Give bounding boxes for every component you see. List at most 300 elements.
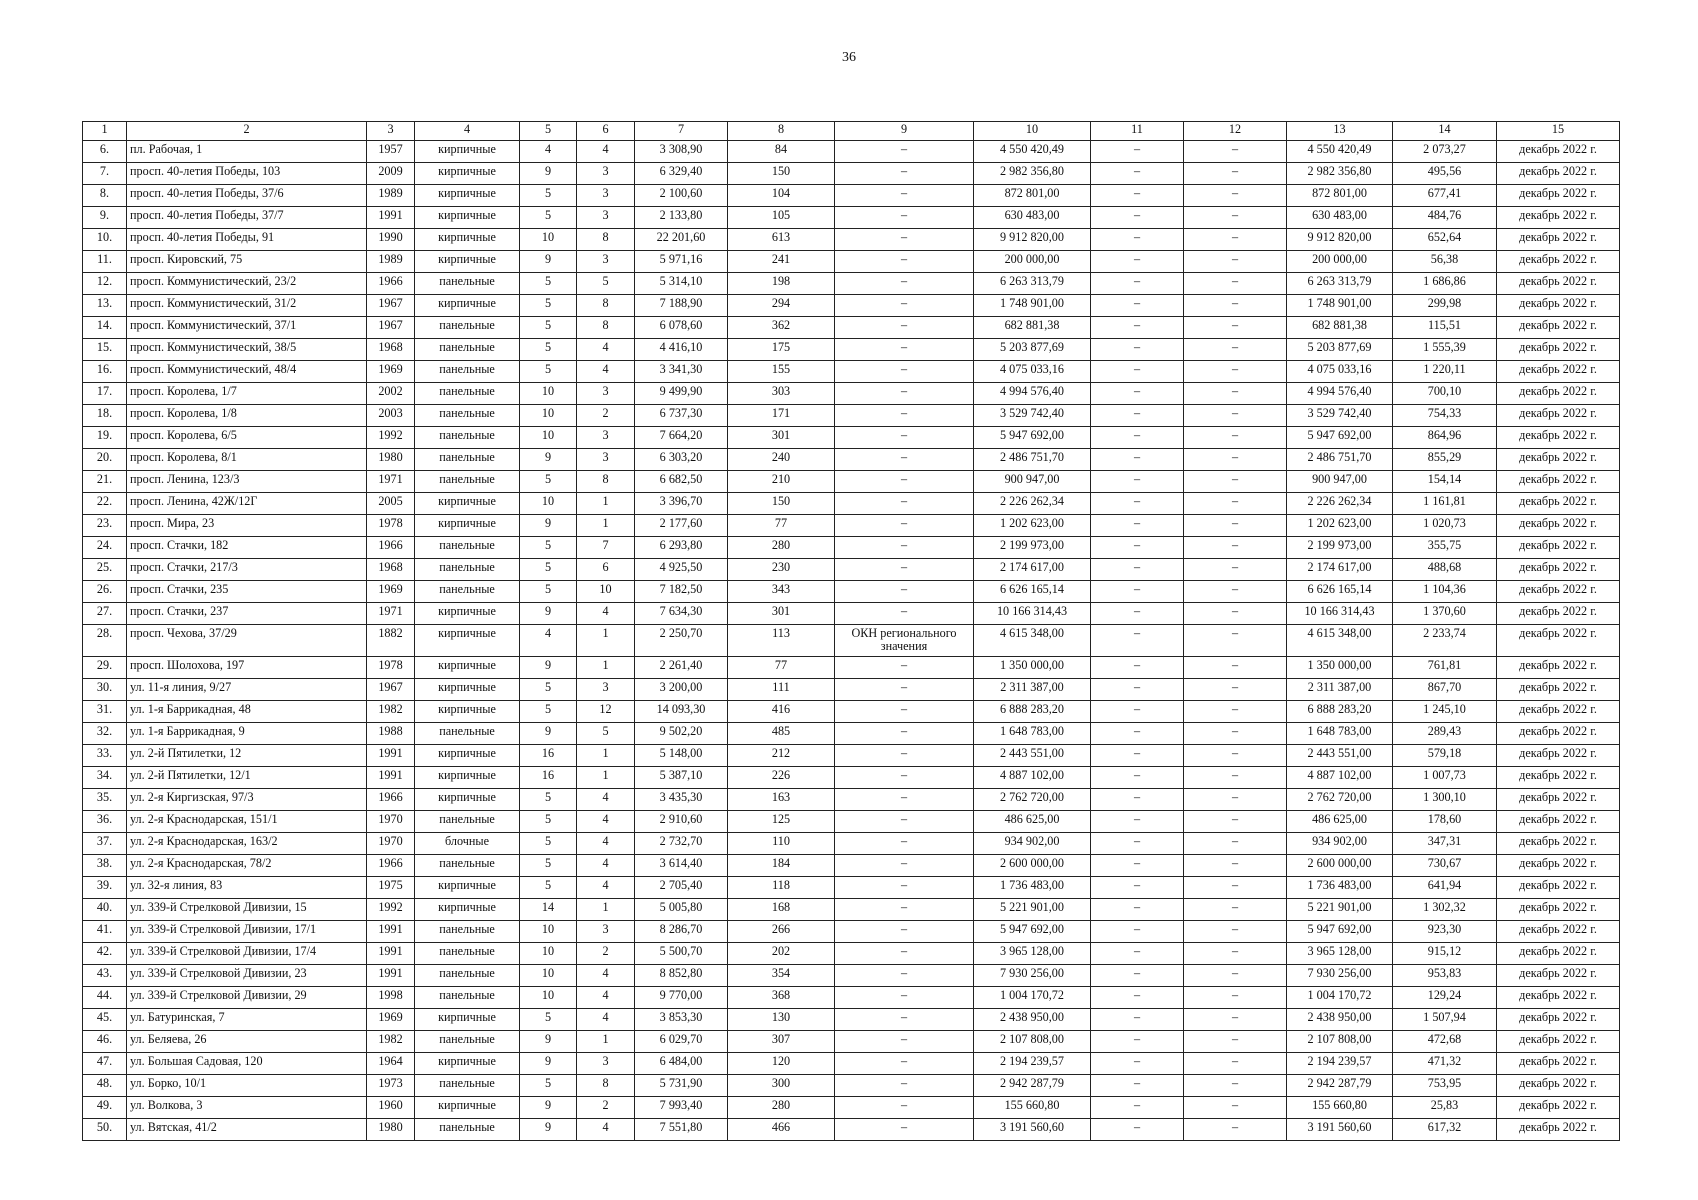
table-cell: – xyxy=(1091,383,1184,405)
table-cell: 6. xyxy=(83,141,127,163)
table-cell: – xyxy=(835,833,974,855)
table-cell: – xyxy=(1184,921,1287,943)
table-cell: 18. xyxy=(83,405,127,427)
table-cell: 3 xyxy=(577,921,635,943)
table-cell: декабрь 2022 г. xyxy=(1497,339,1620,361)
table-cell: панельные xyxy=(415,811,520,833)
table-cell: 1969 xyxy=(367,1009,415,1031)
table-cell: 6 329,40 xyxy=(635,163,728,185)
table-cell: – xyxy=(1091,581,1184,603)
table-cell: 8 xyxy=(577,471,635,493)
table-cell: 4 075 033,16 xyxy=(1287,361,1393,383)
table-row xyxy=(83,1031,1620,1053)
table-cell: декабрь 2022 г. xyxy=(1497,789,1620,811)
table-cell: 5 314,10 xyxy=(635,273,728,295)
table-row xyxy=(83,339,1620,361)
table-row xyxy=(83,251,1620,273)
table-cell: кирпичные xyxy=(415,207,520,229)
table-cell: 28. xyxy=(83,625,127,657)
table-cell: панельные xyxy=(415,405,520,427)
table-cell: просп. Мира, 23 xyxy=(127,515,367,537)
column-header: 4 xyxy=(415,122,520,141)
table-cell: 900 947,00 xyxy=(974,471,1091,493)
table-cell: 1 xyxy=(577,767,635,789)
table-cell: 6 078,60 xyxy=(635,317,728,339)
table-cell: 3 965 128,00 xyxy=(1287,943,1393,965)
table-cell: 2 199 973,00 xyxy=(1287,537,1393,559)
table-cell: 10 xyxy=(520,405,577,427)
table-cell: – xyxy=(1184,701,1287,723)
table-cell: 730,67 xyxy=(1393,855,1497,877)
table-cell: 9 912 820,00 xyxy=(974,229,1091,251)
table-cell: 485 xyxy=(728,723,835,745)
table-cell: 416 xyxy=(728,701,835,723)
table-cell: 241 xyxy=(728,251,835,273)
column-header: 1 xyxy=(83,122,127,141)
table-cell: 630 483,00 xyxy=(974,207,1091,229)
table-cell: 1 xyxy=(577,899,635,921)
table-cell: пл. Рабочая, 1 xyxy=(127,141,367,163)
table-cell: – xyxy=(1184,449,1287,471)
table-row xyxy=(83,767,1620,789)
table-row xyxy=(83,1119,1620,1141)
table-cell: – xyxy=(835,1009,974,1031)
table-cell: 5 xyxy=(520,273,577,295)
table-cell: 10 xyxy=(520,965,577,987)
table-cell: 1975 xyxy=(367,877,415,899)
table-cell: 2 226 262,34 xyxy=(1287,493,1393,515)
table-cell: декабрь 2022 г. xyxy=(1497,767,1620,789)
table-cell: 6 888 283,20 xyxy=(1287,701,1393,723)
table-cell: 1 104,36 xyxy=(1393,581,1497,603)
table-cell: 226 xyxy=(728,767,835,789)
table-cell: 2 107 808,00 xyxy=(1287,1031,1393,1053)
table-cell: 9 xyxy=(520,163,577,185)
table-cell: 39. xyxy=(83,877,127,899)
table-cell: просп. Королева, 6/5 xyxy=(127,427,367,449)
table-cell: – xyxy=(1091,987,1184,1009)
table-cell: 3 xyxy=(577,679,635,701)
table-cell: 4 xyxy=(577,833,635,855)
table-cell: – xyxy=(1091,899,1184,921)
table-cell: просп. Королева, 1/7 xyxy=(127,383,367,405)
table-cell: – xyxy=(835,185,974,207)
table-cell: 4 xyxy=(577,877,635,899)
table-cell: 7 xyxy=(577,537,635,559)
table-cell: 1 161,81 xyxy=(1393,493,1497,515)
table-cell: просп. Шолохова, 197 xyxy=(127,657,367,679)
table-cell: просп. Стачки, 217/3 xyxy=(127,559,367,581)
table-cell: ул. 339-й Стрелковой Дивизии, 17/1 xyxy=(127,921,367,943)
table-cell: 10 xyxy=(520,943,577,965)
table-cell: 2 133,80 xyxy=(635,207,728,229)
table-cell: 25,83 xyxy=(1393,1097,1497,1119)
table-cell: – xyxy=(1091,493,1184,515)
table-cell: 2 xyxy=(577,405,635,427)
table-cell: блочные xyxy=(415,833,520,855)
table-cell: – xyxy=(1091,701,1184,723)
table-cell: – xyxy=(1091,811,1184,833)
table-cell: декабрь 2022 г. xyxy=(1497,427,1620,449)
table-cell: 184 xyxy=(728,855,835,877)
table-cell: 15. xyxy=(83,339,127,361)
table-cell: 26. xyxy=(83,581,127,603)
table-cell: – xyxy=(1091,317,1184,339)
table-cell: 7 993,40 xyxy=(635,1097,728,1119)
table-cell: 4 xyxy=(577,789,635,811)
table-cell: панельные xyxy=(415,471,520,493)
table-cell: 3 435,30 xyxy=(635,789,728,811)
table-cell: – xyxy=(1184,471,1287,493)
table-cell: – xyxy=(1184,339,1287,361)
table-cell: 150 xyxy=(728,493,835,515)
table-cell: – xyxy=(1184,855,1287,877)
table-cell: 864,96 xyxy=(1393,427,1497,449)
table-cell: 240 xyxy=(728,449,835,471)
table-cell: 22. xyxy=(83,493,127,515)
table-cell: 155 660,80 xyxy=(974,1097,1091,1119)
table-cell: 4 xyxy=(577,987,635,1009)
table-cell: – xyxy=(835,1053,974,1075)
table-cell: – xyxy=(835,559,974,581)
table-cell: 2 xyxy=(577,943,635,965)
table-cell: просп. Коммунистический, 37/1 xyxy=(127,317,367,339)
housing-table xyxy=(82,121,1620,1141)
table-cell: 10 xyxy=(520,427,577,449)
table-cell: 12. xyxy=(83,273,127,295)
table-cell: 8. xyxy=(83,185,127,207)
table-cell: – xyxy=(835,581,974,603)
table-cell: ул. 1-я Баррикадная, 9 xyxy=(127,723,367,745)
table-cell: – xyxy=(835,679,974,701)
table-cell: 2 194 239,57 xyxy=(974,1053,1091,1075)
table-row xyxy=(83,229,1620,251)
table-cell: 641,94 xyxy=(1393,877,1497,899)
table-cell: – xyxy=(1091,877,1184,899)
table-cell: 155 660,80 xyxy=(1287,1097,1393,1119)
table-cell: 471,32 xyxy=(1393,1053,1497,1075)
table-cell: 2 443 551,00 xyxy=(1287,745,1393,767)
table-cell: панельные xyxy=(415,943,520,965)
table-row xyxy=(83,877,1620,899)
table-cell: 2 438 950,00 xyxy=(974,1009,1091,1031)
table-cell: 202 xyxy=(728,943,835,965)
table-cell: 1 245,10 xyxy=(1393,701,1497,723)
table-cell: 125 xyxy=(728,811,835,833)
table-cell: 7 664,20 xyxy=(635,427,728,449)
table-row xyxy=(83,559,1620,581)
table-cell: 280 xyxy=(728,1097,835,1119)
table-cell: ул. 2-я Краснодарская, 163/2 xyxy=(127,833,367,855)
table-cell: 307 xyxy=(728,1031,835,1053)
table-cell: 110 xyxy=(728,833,835,855)
table-cell: 4 xyxy=(577,811,635,833)
table-cell: просп. 40-летия Победы, 103 xyxy=(127,163,367,185)
table-cell: – xyxy=(835,965,974,987)
table-cell: 6 293,80 xyxy=(635,537,728,559)
table-cell: декабрь 2022 г. xyxy=(1497,207,1620,229)
table-cell: 5 xyxy=(520,295,577,317)
table-cell: декабрь 2022 г. xyxy=(1497,745,1620,767)
table-cell: – xyxy=(1091,625,1184,657)
table-cell: – xyxy=(1184,657,1287,679)
table-cell: декабрь 2022 г. xyxy=(1497,625,1620,657)
table-cell: – xyxy=(1091,559,1184,581)
table-cell: панельные xyxy=(415,317,520,339)
table-cell: 10 166 314,43 xyxy=(974,603,1091,625)
table-cell: 9 xyxy=(520,1097,577,1119)
table-cell: кирпичные xyxy=(415,1053,520,1075)
table-row xyxy=(83,603,1620,625)
table-cell: 953,83 xyxy=(1393,965,1497,987)
table-cell: 3 853,30 xyxy=(635,1009,728,1031)
table-cell: 9 xyxy=(520,449,577,471)
table-cell: 2 762 720,00 xyxy=(974,789,1091,811)
table-cell: просп. Стачки, 237 xyxy=(127,603,367,625)
table-cell: 1967 xyxy=(367,317,415,339)
table-cell: декабрь 2022 г. xyxy=(1497,603,1620,625)
table-row xyxy=(83,207,1620,229)
table-row xyxy=(83,723,1620,745)
table-cell: ул. 2-я Краснодарская, 151/1 xyxy=(127,811,367,833)
table-cell: 16 xyxy=(520,745,577,767)
table-cell: просп. Коммунистический, 23/2 xyxy=(127,273,367,295)
table-cell: – xyxy=(1184,383,1287,405)
table-cell: 6 682,50 xyxy=(635,471,728,493)
table-cell: 5 148,00 xyxy=(635,745,728,767)
table-cell: 3 614,40 xyxy=(635,855,728,877)
table-cell: 34. xyxy=(83,767,127,789)
table-cell: 4 994 576,40 xyxy=(974,383,1091,405)
table-cell: декабрь 2022 г. xyxy=(1497,1075,1620,1097)
table-cell: 4 994 576,40 xyxy=(1287,383,1393,405)
table-header-row xyxy=(83,122,1620,141)
table-cell: – xyxy=(1184,185,1287,207)
table-cell: – xyxy=(1184,251,1287,273)
table-cell: 1 350 000,00 xyxy=(1287,657,1393,679)
table-cell: декабрь 2022 г. xyxy=(1497,921,1620,943)
table-cell: 6 888 283,20 xyxy=(974,701,1091,723)
table-cell: просп. Королева, 8/1 xyxy=(127,449,367,471)
table-cell: – xyxy=(835,1097,974,1119)
table-cell: 630 483,00 xyxy=(1287,207,1393,229)
table-cell: 5 xyxy=(520,537,577,559)
table-cell: 10 xyxy=(520,493,577,515)
table-cell: кирпичные xyxy=(415,185,520,207)
table-cell: 1991 xyxy=(367,745,415,767)
table-cell: 682 881,38 xyxy=(1287,317,1393,339)
table-cell: 466 xyxy=(728,1119,835,1141)
table-cell: – xyxy=(835,745,974,767)
table-cell: 1960 xyxy=(367,1097,415,1119)
table-cell: 5 xyxy=(520,361,577,383)
table-cell: – xyxy=(835,537,974,559)
table-cell: 8 xyxy=(577,1075,635,1097)
table-cell: 38. xyxy=(83,855,127,877)
table-cell: – xyxy=(835,515,974,537)
table-cell: 9 xyxy=(520,515,577,537)
table-cell: декабрь 2022 г. xyxy=(1497,317,1620,339)
table-cell: 484,76 xyxy=(1393,207,1497,229)
table-cell: 84 xyxy=(728,141,835,163)
table-cell: – xyxy=(1184,723,1287,745)
table-cell: – xyxy=(835,273,974,295)
table-cell: – xyxy=(1184,493,1287,515)
table-cell: 3 xyxy=(577,185,635,207)
table-cell: 1991 xyxy=(367,767,415,789)
table-cell: 17. xyxy=(83,383,127,405)
table-cell: панельные xyxy=(415,361,520,383)
table-cell: 7 551,80 xyxy=(635,1119,728,1141)
table-cell: панельные xyxy=(415,383,520,405)
table-cell: декабрь 2022 г. xyxy=(1497,405,1620,427)
table-cell: – xyxy=(1091,921,1184,943)
table-cell: декабрь 2022 г. xyxy=(1497,855,1620,877)
table-cell: 200 000,00 xyxy=(1287,251,1393,273)
table-cell: 4 xyxy=(577,603,635,625)
table-cell: 299,98 xyxy=(1393,295,1497,317)
table-row xyxy=(83,657,1620,679)
table-cell: декабрь 2022 г. xyxy=(1497,1031,1620,1053)
table-cell: 472,68 xyxy=(1393,1031,1497,1053)
table-cell: – xyxy=(835,723,974,745)
table-cell: 154,14 xyxy=(1393,471,1497,493)
table-cell: – xyxy=(1184,767,1287,789)
table-row xyxy=(83,317,1620,339)
table-cell: панельные xyxy=(415,559,520,581)
table-cell: декабрь 2022 г. xyxy=(1497,943,1620,965)
table-row xyxy=(83,745,1620,767)
table-cell: 27. xyxy=(83,603,127,625)
table-cell: 9 xyxy=(520,1053,577,1075)
table-cell: 867,70 xyxy=(1393,679,1497,701)
table-cell: – xyxy=(1184,361,1287,383)
table-cell: 5 xyxy=(520,789,577,811)
table-cell: – xyxy=(835,383,974,405)
table-cell: 2 438 950,00 xyxy=(1287,1009,1393,1031)
table-cell: 178,60 xyxy=(1393,811,1497,833)
table-row xyxy=(83,185,1620,207)
table-cell: 2 705,40 xyxy=(635,877,728,899)
table-cell: – xyxy=(1184,899,1287,921)
table-cell: 3 529 742,40 xyxy=(974,405,1091,427)
table-cell: 10 xyxy=(520,229,577,251)
table-cell: просп. Ленина, 42Ж/12Г xyxy=(127,493,367,515)
table-cell: 6 029,70 xyxy=(635,1031,728,1053)
table-cell: 1 302,32 xyxy=(1393,899,1497,921)
table-cell: 2002 xyxy=(367,383,415,405)
table-cell: декабрь 2022 г. xyxy=(1497,471,1620,493)
table-cell: 5 xyxy=(520,833,577,855)
table-cell: 3 965 128,00 xyxy=(974,943,1091,965)
table-cell: 6 626 165,14 xyxy=(974,581,1091,603)
table-cell: 1957 xyxy=(367,141,415,163)
table-cell: 130 xyxy=(728,1009,835,1031)
table-cell: 2 942 287,79 xyxy=(1287,1075,1393,1097)
table-cell: – xyxy=(1091,207,1184,229)
table-cell: просп. Коммунистический, 38/5 xyxy=(127,339,367,361)
column-header: 8 xyxy=(728,122,835,141)
table-cell: 45. xyxy=(83,1009,127,1031)
table-cell: 1 736 483,00 xyxy=(974,877,1091,899)
table-cell: панельные xyxy=(415,449,520,471)
table-row xyxy=(83,1009,1620,1031)
table-cell: 753,95 xyxy=(1393,1075,1497,1097)
table-cell: просп. Кировский, 75 xyxy=(127,251,367,273)
table-cell: 111 xyxy=(728,679,835,701)
table-cell: декабрь 2022 г. xyxy=(1497,493,1620,515)
table-cell: 2 311 387,00 xyxy=(974,679,1091,701)
table-cell: панельные xyxy=(415,1075,520,1097)
table-cell: панельные xyxy=(415,723,520,745)
table-cell: 9 xyxy=(520,603,577,625)
table-cell: 5 xyxy=(520,581,577,603)
table-cell: 2005 xyxy=(367,493,415,515)
table-cell: 10 xyxy=(520,921,577,943)
table-cell: 8 286,70 xyxy=(635,921,728,943)
table-cell: 9 912 820,00 xyxy=(1287,229,1393,251)
table-cell: 30. xyxy=(83,679,127,701)
table-cell: панельные xyxy=(415,537,520,559)
table-cell: – xyxy=(1091,1031,1184,1053)
table-cell: 1 748 901,00 xyxy=(974,295,1091,317)
table-row xyxy=(83,987,1620,1009)
table-cell: 4 xyxy=(577,141,635,163)
table-cell: 2 174 617,00 xyxy=(1287,559,1393,581)
table-cell: 14. xyxy=(83,317,127,339)
table-cell: 19. xyxy=(83,427,127,449)
table-cell: – xyxy=(1184,1009,1287,1031)
table-cell: – xyxy=(1091,767,1184,789)
table-cell: 1992 xyxy=(367,899,415,921)
table-cell: 300 xyxy=(728,1075,835,1097)
table-cell: – xyxy=(1091,405,1184,427)
table-cell: декабрь 2022 г. xyxy=(1497,163,1620,185)
table-cell: ул. Волкова, 3 xyxy=(127,1097,367,1119)
table-cell: 3 191 560,60 xyxy=(1287,1119,1393,1141)
table-cell: кирпичные xyxy=(415,767,520,789)
table-cell: 48. xyxy=(83,1075,127,1097)
table-cell: 4 615 348,00 xyxy=(1287,625,1393,657)
table-row xyxy=(83,625,1620,657)
table-cell: – xyxy=(1091,745,1184,767)
table-row xyxy=(83,811,1620,833)
table-cell: 105 xyxy=(728,207,835,229)
table-cell: 2 199 973,00 xyxy=(974,537,1091,559)
table-cell: 6 626 165,14 xyxy=(1287,581,1393,603)
table-cell: 33. xyxy=(83,745,127,767)
table-cell: – xyxy=(1184,559,1287,581)
table-cell: – xyxy=(1184,405,1287,427)
table-cell: кирпичные xyxy=(415,229,520,251)
table-cell: – xyxy=(835,251,974,273)
table-cell: кирпичные xyxy=(415,877,520,899)
table-cell: 5 005,80 xyxy=(635,899,728,921)
table-cell: 5 xyxy=(520,339,577,361)
table-cell: 2 910,60 xyxy=(635,811,728,833)
table-cell: 2009 xyxy=(367,163,415,185)
table-cell: – xyxy=(1184,273,1287,295)
table-cell: 368 xyxy=(728,987,835,1009)
table-cell: – xyxy=(1091,965,1184,987)
table-cell: 1 020,73 xyxy=(1393,515,1497,537)
table-cell: 1 300,10 xyxy=(1393,789,1497,811)
table-cell: – xyxy=(1184,877,1287,899)
table-cell: – xyxy=(1091,657,1184,679)
table-cell: – xyxy=(1184,229,1287,251)
table-cell: 210 xyxy=(728,471,835,493)
table-cell: 1991 xyxy=(367,207,415,229)
